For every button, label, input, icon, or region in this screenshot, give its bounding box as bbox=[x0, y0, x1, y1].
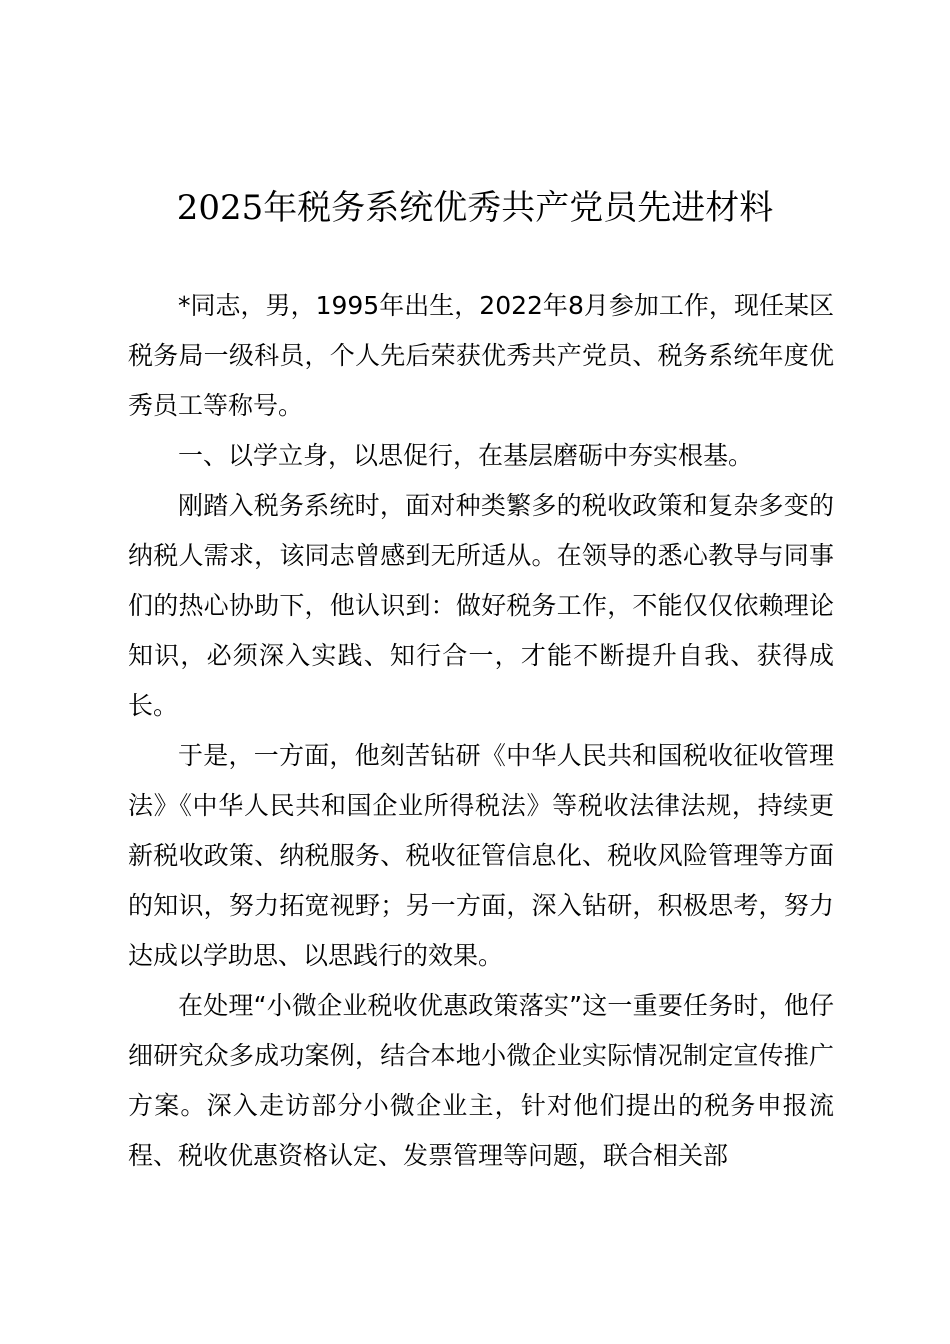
document-title: 2025年税务系统优秀共产党员先进材料 bbox=[176, 188, 774, 228]
document-body bbox=[128, 281, 834, 1181]
paragraph-intro: *同志，男，1995年出生，2022年8月参加工作，现任某区税务局一级科员，个人先后荣获优秀共产党员、税务系统年度优秀员工等称号。 bbox=[128, 291, 834, 420]
paragraph-early-career: 刚踏入税务系统时，面对种类繁多的税收政策和复杂多变的纳税人需求，该同志曾感到无所适从。在领导的悉心教导与同事们的热心协助下，他认识到：做好税务工作，不能仅仅依赖理论知识，必须深入实践、知行合一，才能不断提升自我、获得成长。 bbox=[128, 491, 834, 720]
section-heading-1: 一、以学立身，以思促行，在基层磨砺中夯实根基。 bbox=[178, 441, 754, 470]
paragraph-small-business: 在处理“小微企业税收优惠政策落实”这一重要任务时，他仔细研究众多成功案例，结合本地小微企业实际情况制定宣传推广方案。深入走访部分小微企业主，针对他们提出的税务申报流程、税收优惠资格认定、发票管理等问题，联合相关部 bbox=[128, 991, 834, 1170]
paragraph-study: 于是，一方面，他刻苦钻研《中华人民共和国税收征收管理法》《中华人民共和国企业所得税法》等税收法律法规，持续更新税收政策、纳税服务、税收征管信息化、税收风险管理等方面的知识，努力拓宽视野；另一方面，深入钻研，积极思考，努力达成以学助思、以思践行的效果。 bbox=[128, 741, 834, 970]
